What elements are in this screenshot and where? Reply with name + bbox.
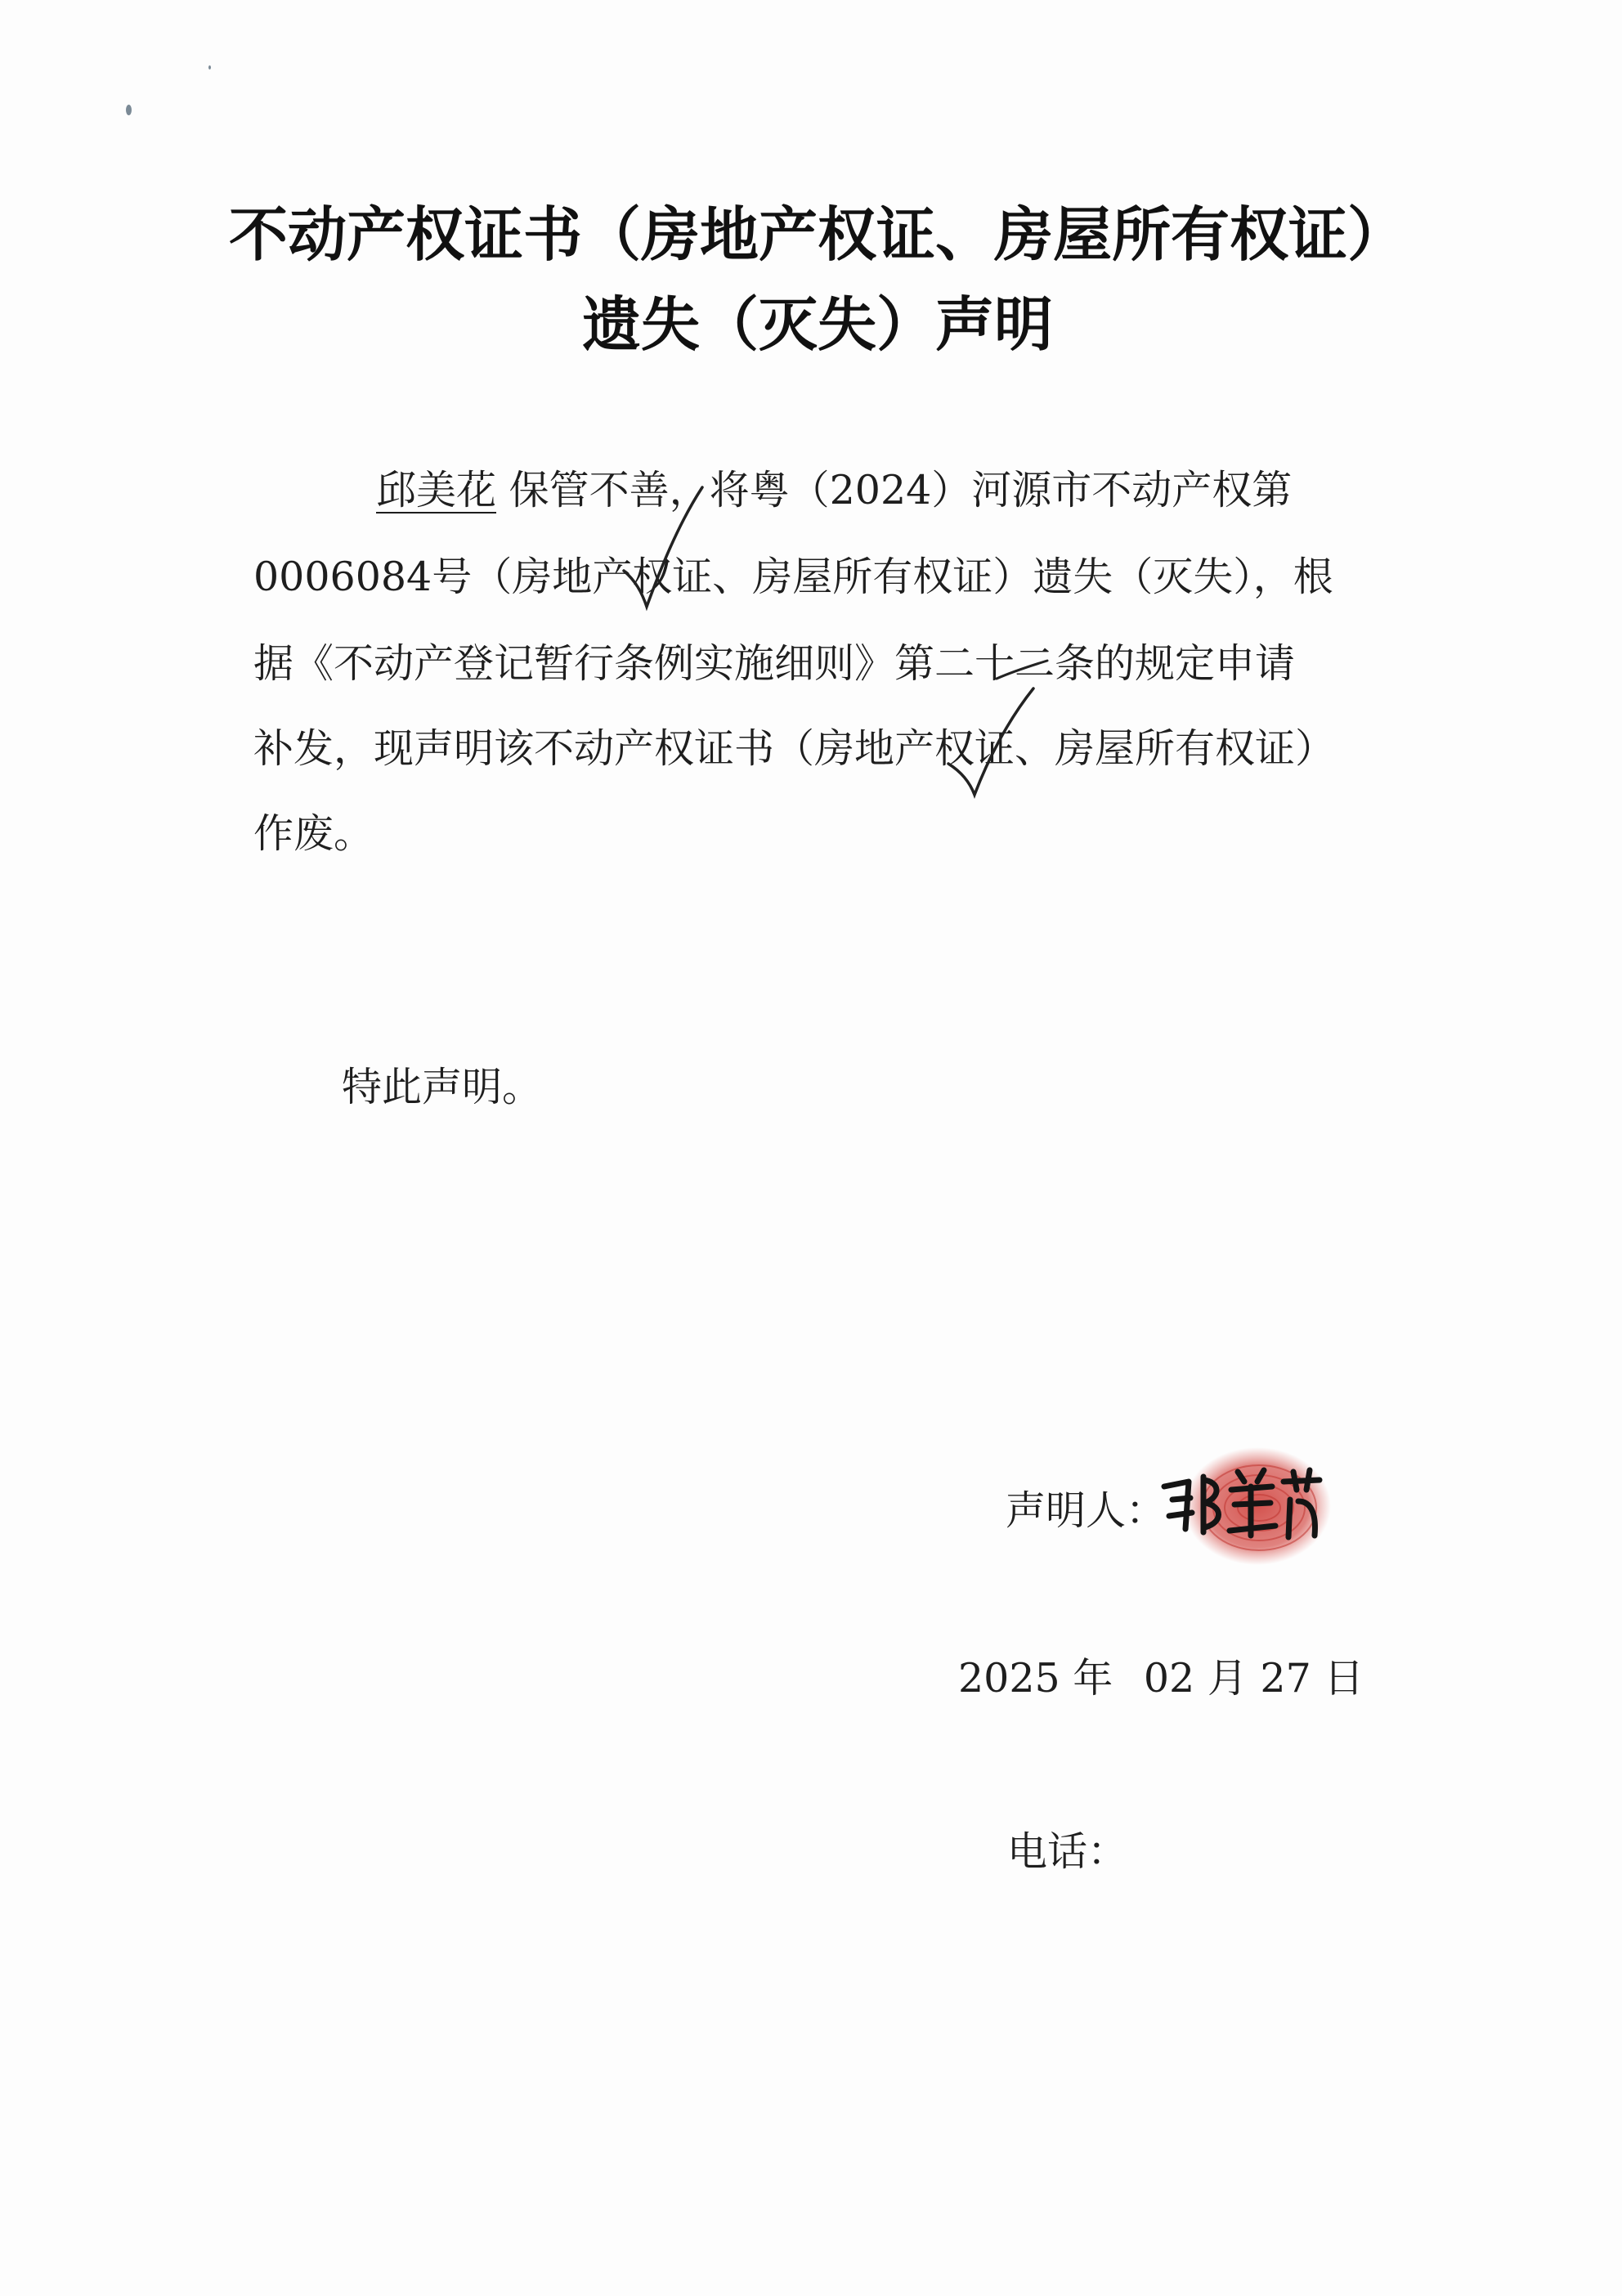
scan-speck — [208, 65, 211, 70]
body-line-2: 0006084号（房地产权证、房屋所有权证）遗失（灭失），根 — [253, 554, 1333, 600]
declarant-label: 声明人： — [1006, 1487, 1167, 1534]
declaration-date — [958, 1654, 1364, 1703]
document-title-line1: 不动产权证书（房地产权证、房屋所有权证） — [229, 200, 1407, 269]
date-day: 27 — [1260, 1655, 1311, 1702]
declarant-name: 邱美花 — [376, 467, 497, 513]
body-line-4: 补发，现声明该不动产权证书（房地产权证、房屋所有权证） — [253, 725, 1336, 772]
document-title-line2: 遗失（灭失）声明 — [581, 290, 1053, 359]
date-year: 2025 — [958, 1655, 1060, 1702]
date-year-unit: 年 — [1073, 1655, 1113, 1702]
body-line-5: 作废。 — [253, 810, 374, 857]
signature-with-fingerprint — [1153, 1439, 1333, 1578]
date-month-unit: 月 — [1207, 1655, 1248, 1702]
body-line-1-text: 保管不善，将粤（2024）河源市不动产权第 — [496, 467, 1293, 513]
phone-label: 电话： — [1007, 1828, 1128, 1875]
body-line-1 — [376, 466, 1292, 515]
body-line-3: 据《不动产登记暂行条例实施细则》第二十二条的规定申请 — [253, 640, 1296, 687]
scan-speck — [126, 105, 132, 115]
date-month: 02 — [1143, 1655, 1195, 1702]
closing-statement: 特此声明。 — [342, 1064, 543, 1110]
date-day-unit: 日 — [1324, 1655, 1364, 1702]
